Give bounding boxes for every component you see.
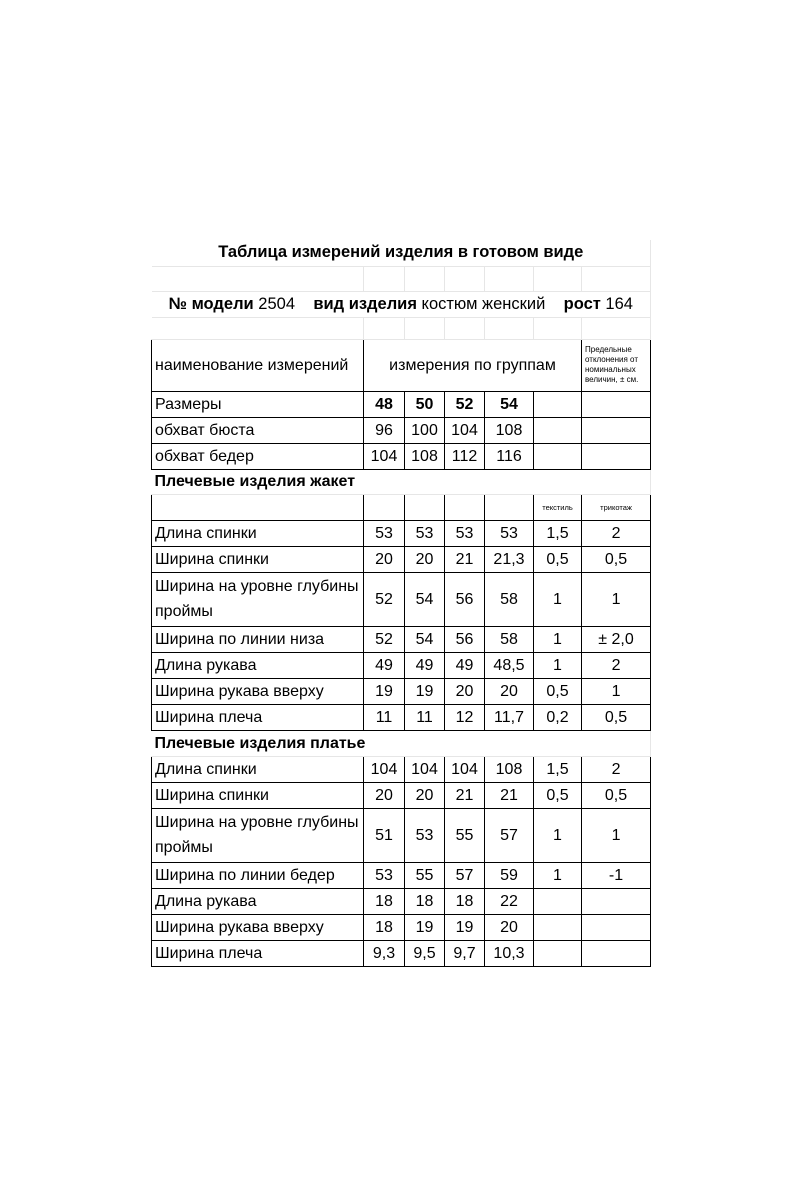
table-row — [152, 704, 651, 730]
value-cell: 52 — [364, 626, 405, 652]
value-cell: 53 — [445, 520, 485, 546]
value-cell: 18 — [405, 888, 445, 914]
value-cell: 20 — [405, 782, 445, 808]
tolerance-knit-label: трикотаж — [582, 494, 651, 520]
table-row — [152, 520, 651, 546]
row-label: Ширина рукава вверху — [152, 914, 364, 940]
value-cell: 11 — [405, 704, 445, 730]
title-row — [152, 240, 651, 266]
tolerance-textile-label: текстиль — [534, 494, 582, 520]
measurement-table — [151, 240, 651, 967]
row-label: Ширина по линии бедер — [152, 862, 364, 888]
model-number-label: № модели — [168, 294, 254, 313]
value-cell: 19 — [405, 914, 445, 940]
tolerance-cell: 0,5 — [534, 546, 582, 572]
tolerance-cell: 0,5 — [582, 704, 651, 730]
value-cell: 19 — [364, 678, 405, 704]
body-row — [152, 417, 651, 443]
value-cell: 11 — [364, 704, 405, 730]
spacer-row — [152, 317, 651, 339]
tolerance-cell: 1 — [534, 572, 582, 626]
value-cell: 104 — [445, 417, 485, 443]
value-cell: 58 — [485, 626, 534, 652]
model-number-value: 2504 — [258, 294, 296, 313]
value-cell: 10,3 — [485, 940, 534, 966]
spacer-row — [152, 266, 651, 291]
value-cell: 57 — [485, 808, 534, 862]
tolerance-cell: 1 — [582, 572, 651, 626]
tolerance-cell — [582, 914, 651, 940]
value-cell: 9,3 — [364, 940, 405, 966]
value-cell: 100 — [405, 417, 445, 443]
page-title: Таблица измерений изделия в готовом виде — [152, 240, 651, 266]
value-cell: 53 — [364, 862, 405, 888]
tolerance-cell: 0,5 — [534, 678, 582, 704]
header-groups: измерения по группам — [364, 339, 582, 391]
table-row — [152, 914, 651, 940]
table-row — [152, 808, 651, 862]
row-label: Длина спинки — [152, 520, 364, 546]
value-cell: 20 — [405, 546, 445, 572]
row-label: Ширина на уровне глубины проймы — [152, 572, 364, 626]
value-cell: 12 — [445, 704, 485, 730]
value-cell: 59 — [485, 862, 534, 888]
value-cell: 56 — [445, 626, 485, 652]
section-title-jacket: Плечевые изделия жакет — [152, 469, 651, 494]
value-cell: 21 — [445, 782, 485, 808]
tolerance-cell: 0,5 — [582, 546, 651, 572]
value-cell: 108 — [485, 417, 534, 443]
size-cell: 50 — [405, 391, 445, 417]
sizes-label: Размеры — [152, 391, 364, 417]
value-cell: 22 — [485, 888, 534, 914]
value-cell: 11,7 — [485, 704, 534, 730]
value-cell: 104 — [364, 756, 405, 782]
value-cell: 20 — [364, 782, 405, 808]
header-row — [152, 339, 651, 391]
value-cell: 20 — [364, 546, 405, 572]
value-cell: 18 — [364, 888, 405, 914]
section-row — [152, 469, 651, 494]
jacket-rows — [152, 520, 651, 730]
row-label: обхват бедер — [152, 443, 364, 469]
size-cell: 54 — [485, 391, 534, 417]
value-cell: 21 — [445, 546, 485, 572]
header-name: наименование измерений — [152, 339, 364, 391]
table-row — [152, 888, 651, 914]
table-row — [152, 572, 651, 626]
value-cell: 51 — [364, 808, 405, 862]
table-row — [152, 756, 651, 782]
value-cell: 20 — [485, 914, 534, 940]
value-cell: 18 — [364, 914, 405, 940]
row-label: Длина рукава — [152, 652, 364, 678]
model-row — [152, 291, 651, 317]
table-row — [152, 940, 651, 966]
tolerance-cell: 1 — [534, 808, 582, 862]
row-label: Ширина спинки — [152, 546, 364, 572]
value-cell: 19 — [405, 678, 445, 704]
value-cell: 108 — [485, 756, 534, 782]
value-cell: 20 — [445, 678, 485, 704]
row-label: Ширина плеча — [152, 704, 364, 730]
value-cell: 53 — [485, 520, 534, 546]
tolerance-cell — [582, 940, 651, 966]
value-cell: 48,5 — [485, 652, 534, 678]
value-cell: 53 — [405, 520, 445, 546]
row-label: Длина рукава — [152, 888, 364, 914]
table-row — [152, 546, 651, 572]
value-cell: 55 — [445, 808, 485, 862]
value-cell: 21,3 — [485, 546, 534, 572]
dress-rows — [152, 756, 651, 966]
value-cell: 104 — [405, 756, 445, 782]
row-label: Ширина по линии низа — [152, 626, 364, 652]
tolerance-cell: 1 — [534, 626, 582, 652]
tolerance-cell — [534, 914, 582, 940]
tolerance-cell: 2 — [582, 520, 651, 546]
row-label: Длина спинки — [152, 756, 364, 782]
value-cell: 9,7 — [445, 940, 485, 966]
value-cell: 49 — [405, 652, 445, 678]
tolerance-cell: 1 — [534, 862, 582, 888]
table-row — [152, 782, 651, 808]
section-row — [152, 730, 651, 756]
table-row — [152, 678, 651, 704]
value-cell: 112 — [445, 443, 485, 469]
table-row — [152, 652, 651, 678]
size-cell: 52 — [445, 391, 485, 417]
header-tolerance: Предельные отклонения от номинальных величин, ± см. — [582, 339, 651, 391]
tolerance-cell: ± 2,0 — [582, 626, 651, 652]
height-label: рост — [563, 294, 601, 313]
tolerance-cell: 0,5 — [534, 782, 582, 808]
garment-type-label: вид изделия — [313, 294, 417, 313]
row-label: обхват бюста — [152, 417, 364, 443]
value-cell: 21 — [485, 782, 534, 808]
tolerance-cell: 1 — [582, 678, 651, 704]
value-cell: 54 — [405, 572, 445, 626]
value-cell: 49 — [364, 652, 405, 678]
tolerance-cell: 1,5 — [534, 756, 582, 782]
tolerance-cell — [534, 940, 582, 966]
measurement-sheet — [151, 240, 650, 967]
tolerance-cell: 2 — [582, 652, 651, 678]
value-cell: 56 — [445, 572, 485, 626]
tolerance-subheader-row — [152, 494, 651, 520]
tolerance-cell: 1 — [534, 652, 582, 678]
body-row — [152, 443, 651, 469]
value-cell: 58 — [485, 572, 534, 626]
section-title-dress: Плечевые изделия платье — [152, 730, 651, 756]
value-cell: 55 — [405, 862, 445, 888]
table-row — [152, 862, 651, 888]
value-cell: 108 — [405, 443, 445, 469]
size-cell: 48 — [364, 391, 405, 417]
height-value: 164 — [605, 294, 633, 313]
row-label: Ширина спинки — [152, 782, 364, 808]
value-cell: 116 — [485, 443, 534, 469]
value-cell: 53 — [364, 520, 405, 546]
table-row — [152, 626, 651, 652]
value-cell: 57 — [445, 862, 485, 888]
row-label: Ширина рукава вверху — [152, 678, 364, 704]
value-cell: 20 — [485, 678, 534, 704]
tolerance-cell — [582, 888, 651, 914]
value-cell: 49 — [445, 652, 485, 678]
tolerance-cell: -1 — [582, 862, 651, 888]
value-cell: 96 — [364, 417, 405, 443]
tolerance-cell: 2 — [582, 756, 651, 782]
tolerance-cell: 0,2 — [534, 704, 582, 730]
tolerance-cell: 1 — [582, 808, 651, 862]
value-cell: 19 — [445, 914, 485, 940]
sizes-row — [152, 391, 651, 417]
value-cell: 9,5 — [405, 940, 445, 966]
row-label: Ширина на уровне глубины проймы — [152, 808, 364, 862]
value-cell: 104 — [364, 443, 405, 469]
row-label: Ширина плеча — [152, 940, 364, 966]
tolerance-cell — [534, 888, 582, 914]
value-cell: 104 — [445, 756, 485, 782]
value-cell: 53 — [405, 808, 445, 862]
garment-type-value: костюм женский — [421, 294, 546, 313]
tolerance-cell: 1,5 — [534, 520, 582, 546]
value-cell: 18 — [445, 888, 485, 914]
model-info — [152, 291, 651, 317]
value-cell: 52 — [364, 572, 405, 626]
value-cell: 54 — [405, 626, 445, 652]
tolerance-cell: 0,5 — [582, 782, 651, 808]
